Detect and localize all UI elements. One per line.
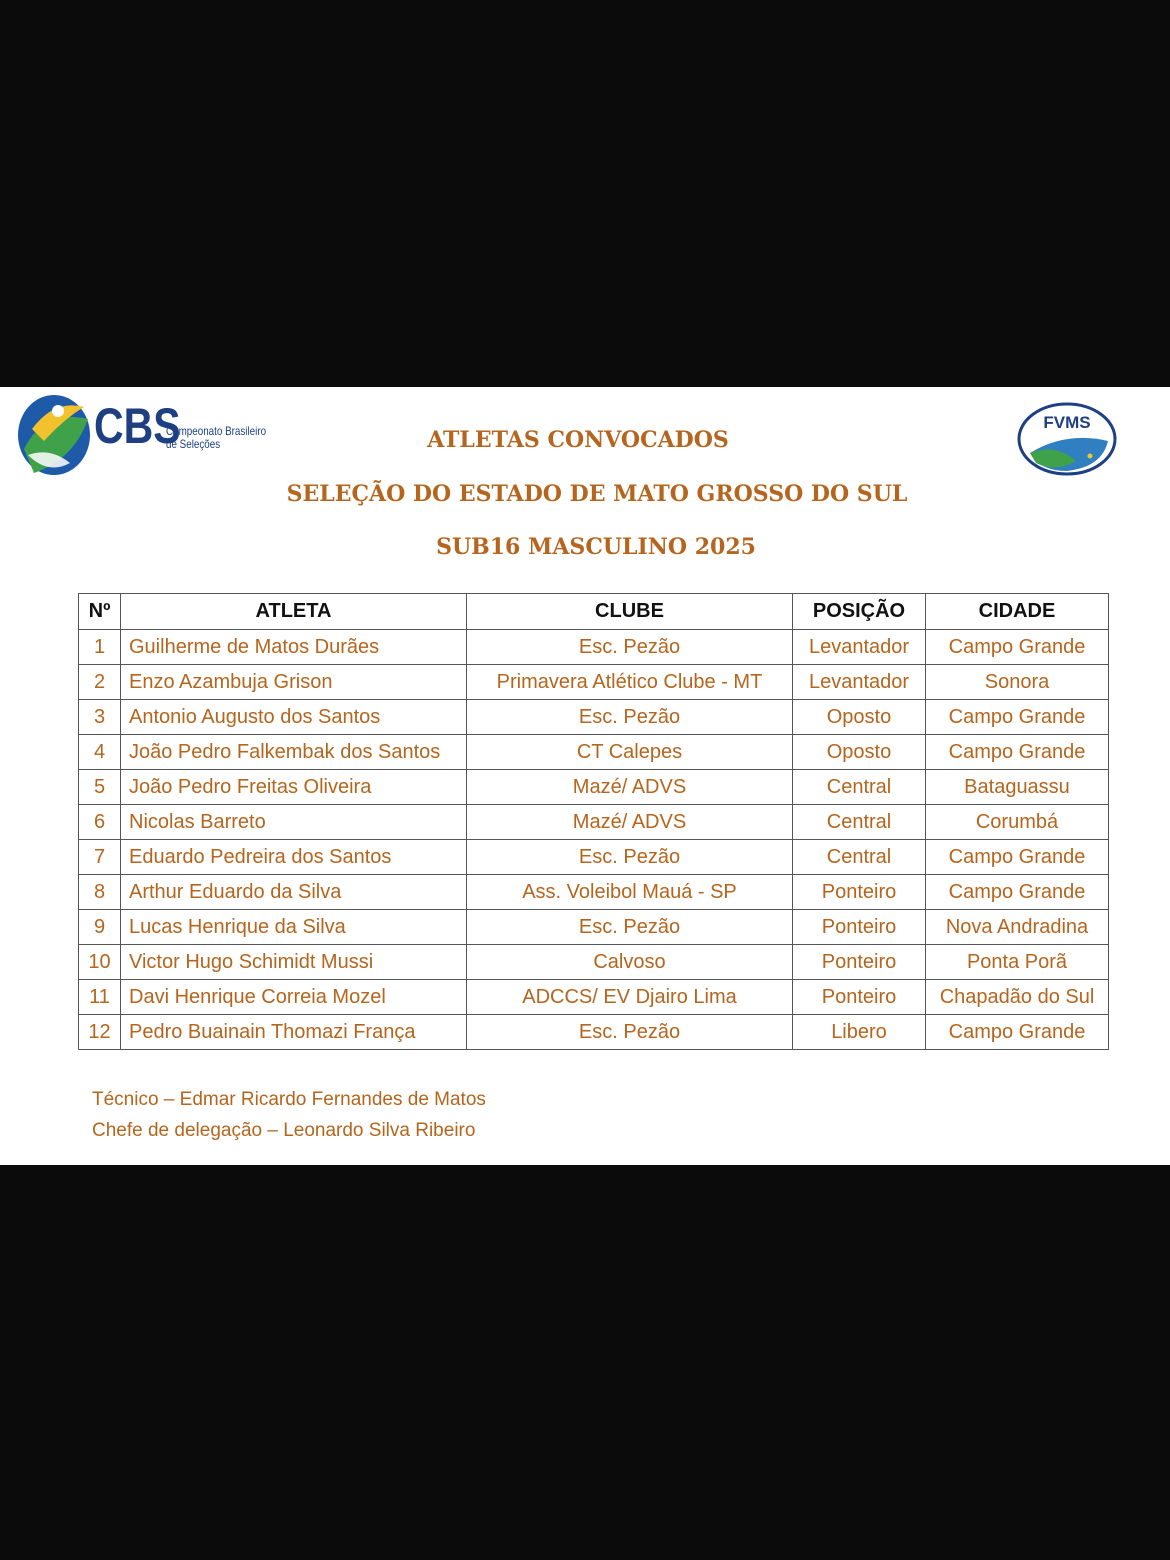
athlete-position: Central — [793, 840, 926, 875]
athlete-club: Esc. Pezão — [467, 840, 793, 875]
athlete-position: Libero — [793, 1015, 926, 1050]
column-header-club: CLUBE — [467, 594, 793, 630]
athlete-city: Corumbá — [926, 805, 1109, 840]
athlete-number: 4 — [79, 735, 121, 770]
athlete-city: Campo Grande — [926, 840, 1109, 875]
category-title: SUB16 MASCULINO 2025 — [436, 534, 756, 560]
athlete-club: Esc. Pezão — [467, 700, 793, 735]
athlete-city: Campo Grande — [926, 630, 1109, 665]
cbs-subtitle-line1: Campeonato Brasileiro — [166, 424, 267, 438]
athlete-name: Pedro Buainain Thomazi França — [121, 1015, 467, 1050]
athlete-position: Central — [793, 805, 926, 840]
athlete-position: Ponteiro — [793, 875, 926, 910]
column-header-position: POSIÇÃO — [793, 594, 926, 630]
table-header-row — [79, 594, 1109, 630]
athlete-name: Enzo Azambuja Grison — [121, 665, 467, 700]
athlete-position: Levantador — [793, 665, 926, 700]
athlete-city: Campo Grande — [926, 875, 1109, 910]
athlete-city: Bataguassu — [926, 770, 1109, 805]
athlete-club: Calvoso — [467, 945, 793, 980]
coach-line: Técnico – Edmar Ricardo Fernandes de Matos — [92, 1089, 486, 1110]
athlete-number: 12 — [79, 1015, 121, 1050]
athlete-number: 8 — [79, 875, 121, 910]
athlete-city: Ponta Porã — [926, 945, 1109, 980]
athlete-number: 6 — [79, 805, 121, 840]
table-row — [79, 840, 1109, 875]
athletes-table — [78, 593, 1109, 1050]
table-row — [79, 910, 1109, 945]
athlete-club: Ass. Voleibol Mauá - SP — [467, 875, 793, 910]
athlete-club: Esc. Pezão — [467, 630, 793, 665]
table-row — [79, 1015, 1109, 1050]
table-row — [79, 630, 1109, 665]
athlete-number: 10 — [79, 945, 121, 980]
page-subtitle: SELEÇÃO DO ESTADO DE MATO GROSSO DO SUL — [286, 481, 908, 507]
table-row — [79, 735, 1109, 770]
table-row — [79, 665, 1109, 700]
delegation-head-line: Chefe de delegação – Leonardo Silva Ribeiro — [92, 1120, 476, 1141]
column-header-city: CIDADE — [926, 594, 1109, 630]
athlete-name: Antonio Augusto dos Santos — [121, 700, 467, 735]
athlete-name: Guilherme de Matos Durães — [121, 630, 467, 665]
athlete-number: 7 — [79, 840, 121, 875]
athlete-name: Victor Hugo Schimidt Mussi — [121, 945, 467, 980]
athlete-city: Campo Grande — [926, 1015, 1109, 1050]
athlete-city: Chapadão do Sul — [926, 980, 1109, 1015]
athlete-club: Primavera Atlético Clube - MT — [467, 665, 793, 700]
document-page — [0, 387, 1170, 1165]
cbs-subtitle-line2: de Seleções — [166, 437, 221, 451]
athlete-position: Oposto — [793, 700, 926, 735]
athlete-name: João Pedro Falkembak dos Santos — [121, 735, 467, 770]
athlete-club: Mazé/ ADVS — [467, 770, 793, 805]
column-header-number: Nº — [79, 594, 121, 630]
table-row — [79, 805, 1109, 840]
athlete-position: Oposto — [793, 735, 926, 770]
athlete-number: 11 — [79, 980, 121, 1015]
athlete-number: 9 — [79, 910, 121, 945]
athlete-club: Mazé/ ADVS — [467, 805, 793, 840]
cbs-logo-letters: CBS — [94, 398, 181, 454]
table-row — [79, 700, 1109, 735]
athlete-city: Nova Andradina — [926, 910, 1109, 945]
athlete-name: Davi Henrique Correia Mozel — [121, 980, 467, 1015]
table-row — [79, 980, 1109, 1015]
table-row — [79, 945, 1109, 980]
athlete-position: Levantador — [793, 630, 926, 665]
athlete-position: Ponteiro — [793, 980, 926, 1015]
athlete-number: 3 — [79, 700, 121, 735]
athlete-club: CT Calepes — [467, 735, 793, 770]
table-row — [79, 875, 1109, 910]
table-row — [79, 770, 1109, 805]
fvms-logo-letters: FVMS — [1043, 413, 1091, 432]
athlete-position: Central — [793, 770, 926, 805]
column-header-athlete: ATLETA — [121, 594, 467, 630]
athlete-name: Nicolas Barreto — [121, 805, 467, 840]
page-title: ATLETAS CONVOCADOS — [427, 427, 729, 453]
athlete-number: 5 — [79, 770, 121, 805]
athlete-city: Campo Grande — [926, 735, 1109, 770]
athlete-position: Ponteiro — [793, 945, 926, 980]
athlete-name: Eduardo Pedreira dos Santos — [121, 840, 467, 875]
athlete-number: 1 — [79, 630, 121, 665]
athlete-number: 2 — [79, 665, 121, 700]
athlete-city: Campo Grande — [926, 700, 1109, 735]
athlete-club: ADCCS/ EV Djairo Lima — [467, 980, 793, 1015]
athlete-club: Esc. Pezão — [467, 910, 793, 945]
athlete-name: Lucas Henrique da Silva — [121, 910, 467, 945]
athlete-position: Ponteiro — [793, 910, 926, 945]
athlete-city: Sonora — [926, 665, 1109, 700]
athlete-club: Esc. Pezão — [467, 1015, 793, 1050]
athlete-name: Arthur Eduardo da Silva — [121, 875, 467, 910]
athlete-name: João Pedro Freitas Oliveira — [121, 770, 467, 805]
